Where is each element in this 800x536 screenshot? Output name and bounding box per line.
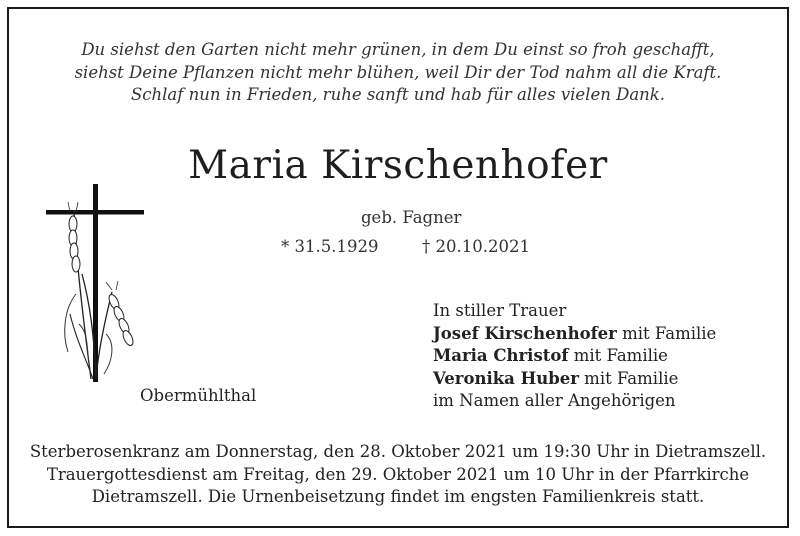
obituary-notice <box>7 7 789 528</box>
service-line: Sterberosenkranz am Donnerstag, den 28. Oktober 2021 um 19:30 Uhr in Dietramszell. <box>29 442 767 461</box>
service-line: Trauergottesdienst am Freitag, den 29. Oktober 2021 um 10 Uhr in der Pfarrkirche <box>46 464 750 484</box>
deceased-name: Maria Kirschenhofer <box>188 143 608 188</box>
mourning-intro: In stiller Trauer <box>433 301 567 320</box>
memorial-poem <box>9 39 787 107</box>
place-of-residence: Obermühlthal <box>140 386 257 405</box>
death-date: † 20.10.2021 <box>422 237 530 256</box>
mourner-name: Josef Kirschenhofer <box>433 323 617 343</box>
poem-line: Du siehst den Garten nicht mehr grünen, in dem Du einst so froh geschafft, <box>81 40 715 59</box>
mourner-row <box>433 323 716 346</box>
mourner-suffix: mit Familie <box>578 368 679 388</box>
mourner-row <box>433 368 716 391</box>
poem-line: Schlaf nun in Frieden, ruhe sanft und hab für alles vielen Dank. <box>130 85 666 104</box>
mourning-closing: im Namen aller Angehörigen <box>433 391 676 410</box>
birth-date: * 31.5.1929 <box>281 237 379 256</box>
maiden-name: geb. Fagner <box>361 208 462 227</box>
mourners-block <box>433 300 716 413</box>
mourner-name: Maria Christof <box>433 346 569 365</box>
poem-line: siehst Deine Pflanzen nicht mehr blühen, weil Dir der Tod nahm all die Kraft. <box>74 62 722 82</box>
mourner-row <box>433 345 716 368</box>
mourner-name: Veronika Huber <box>433 368 579 388</box>
mourner-suffix: mit Familie <box>568 346 668 365</box>
cross-with-wheat-icon <box>46 184 146 384</box>
service-line: Dietramszell. Die Urnenbeisetzung findet im engsten Familienkreis statt. <box>91 487 705 506</box>
mourner-suffix: mit Familie <box>616 323 717 343</box>
service-information <box>9 441 787 509</box>
